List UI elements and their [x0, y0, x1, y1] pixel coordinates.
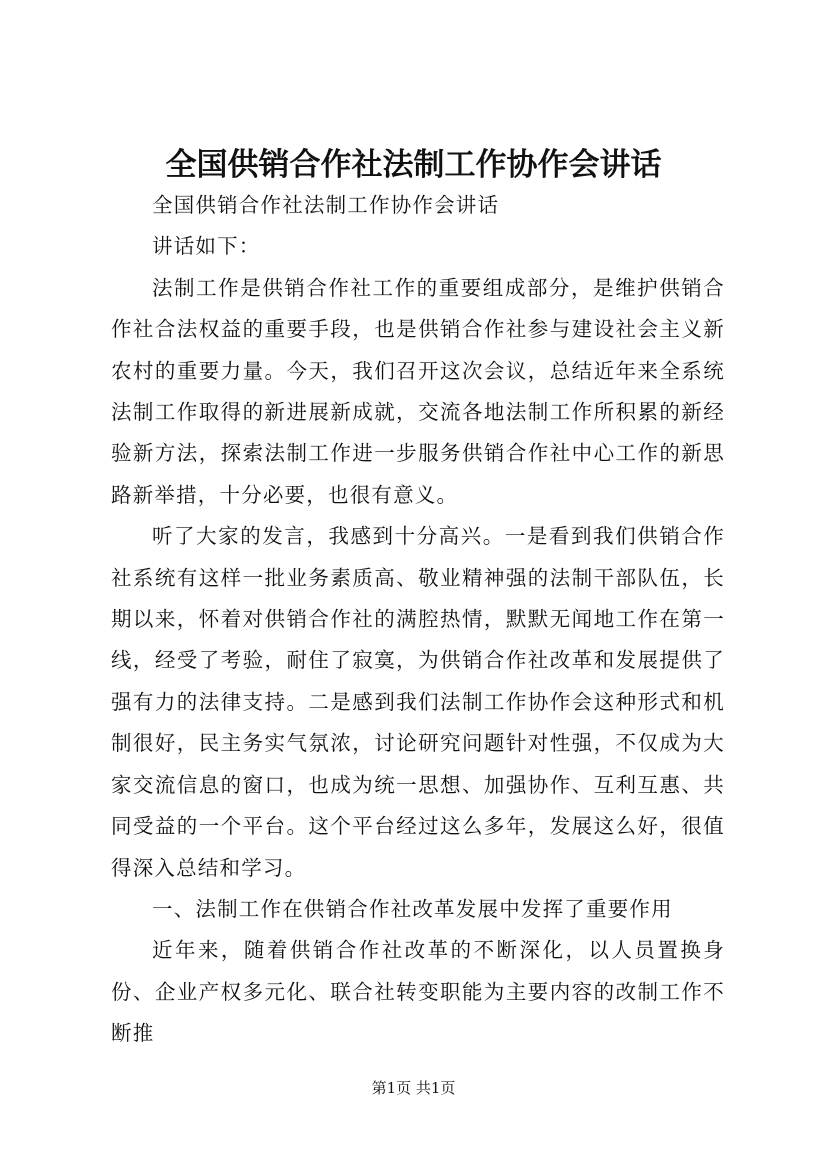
- section-heading-1: 一、法制工作在供销合作社改革发展中发挥了重要作用: [152, 896, 673, 921]
- page-footer: 第1页 共1页: [371, 1079, 456, 1097]
- paragraph-3: 近年来，随着供销合作社改革的不断深化，以人员置换身份、企业产权多元化、联合社转变职能为主要内容的改制工作不断推: [111, 938, 725, 1046]
- paragraph-2: 听了大家的发言，我感到十分高兴。一是看到我们供销合作社系统有这样一批业务素质高、敬业精神强的法制干部队伍，长期以来，怀着对供销合作社的满腔热情，默默无闻地工作在第一线，经受了考验，耐住了寂寞，为供销合作社改革和发展提供了强有力的法律支持。二是感到我们法制工作协作会这种形式和机制很好，民主务实气氛浓，讨论研究问题针对性强，不仅成为大家交流信息的窗口，也成为统一思想、加强协作、互利互惠、共同受益的一个平台。这个平台经过这么多年，发展这么好，很值得深入总结和学习。: [111, 524, 725, 880]
- paragraph-intro: 讲话如下：: [152, 234, 261, 259]
- paragraph-subtitle: 全国供销合作社法制工作协作会讲话: [152, 193, 500, 217]
- document-title: 全国供销合作社法制工作协作会讲话: [165, 147, 662, 183]
- paragraph-1: 法制工作是供销合作社工作的重要组成部分，是维护供销合作社合法权益的重要手段，也是供销合作社参与建设社会主义新农村的重要力量。今天，我们召开这次会议，总结近年来全系统法制工作取得的新进展新成就，交流各地法制工作所积累的新经验新方法，探索法制工作进一步服务供销合作社中心工作的新思路新举措，十分必要，也很有意义。: [111, 275, 725, 507]
- document-body: [111, 185, 725, 1055]
